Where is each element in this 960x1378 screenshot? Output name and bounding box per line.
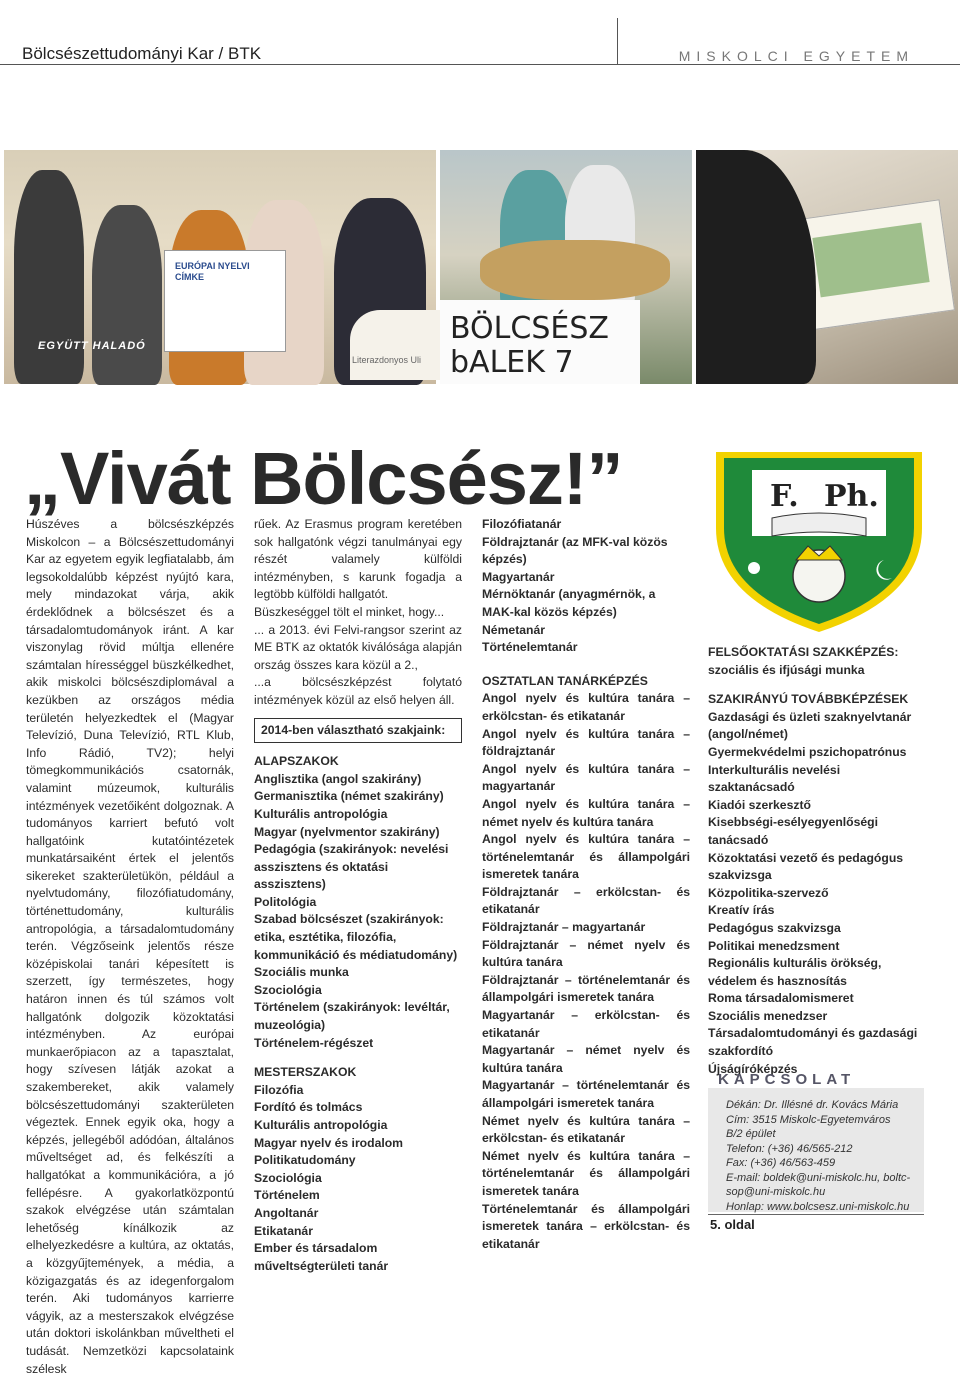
undivided-item: Földrajztanár – erkölcstan- és etikatanár xyxy=(482,884,690,917)
bachelor-item: Szociális munka xyxy=(254,965,349,980)
teacher-item: Filozófiatanár xyxy=(482,517,562,531)
bachelor-item: Szociológia xyxy=(254,982,322,997)
bachelor-item: Szabad bölcsészet (szakirányok: etika, esztétika, filozófia, kommunikáció és médiatudomány) xyxy=(254,912,458,962)
training-item: Szociális menedzser xyxy=(708,1008,828,1023)
header-divider xyxy=(617,18,618,64)
balek-sign: BÖLCSÉSZ bALEK 7 xyxy=(440,300,640,384)
teacher-item: Németanár xyxy=(482,622,545,637)
training-item: Közoktatási vezető és pedagógus szakvizsga xyxy=(708,850,904,883)
training-item: Társadalomtudományi és gazdasági szakfordító xyxy=(708,1026,918,1059)
undivided-item: Angol nyelv és kultúra tanára – erkölcstan- és etikatanár xyxy=(482,691,690,723)
master-item: Etikatanár xyxy=(254,1223,313,1238)
undivided-item: Történelemtanár és állampolgári ismeretek tanára – erkölcstan- és etikatanár xyxy=(482,1201,690,1251)
photo-map-study xyxy=(696,150,958,384)
contact-web[interactable]: Honlap: www.bolcsesz.uni-miskolc.hu xyxy=(726,1200,910,1213)
logo-letter-right: Ph. xyxy=(824,479,879,514)
undivided-item: Német nyelv és kultúra tanára – történelemtanár és állampolgári ismeretek tanára xyxy=(482,1148,690,1198)
master-item: Történelem xyxy=(254,1188,320,1203)
higher-ed-vocational: FELSŐOKTATÁSI SZAKKÉPZÉS: szociális és ifjúsági munka xyxy=(708,645,899,677)
photo-caption: Literazdonyos Uli xyxy=(352,355,422,365)
teacher-item: Mérnöktanár (anyagmérnök, a MAK-kal közös képzés) xyxy=(482,587,656,619)
training-item: Politikai menedzsment xyxy=(708,938,840,953)
undivided-item: Földrajztanár – német nyelv és kultúra tanára xyxy=(482,937,690,970)
training-item: Pedagógus szakvizsga xyxy=(708,920,841,935)
photo-students xyxy=(352,150,692,384)
contact-box xyxy=(708,1088,924,1212)
training-item: Kreatív írás xyxy=(708,903,775,918)
bachelor-item: Történelem (szakirányok: levéltár, muzeológia) xyxy=(254,1000,450,1033)
page-number: 5. oldal xyxy=(710,1217,755,1232)
rank-paragraph-2: ...a bölcsészképzést folytató intézmények közül az első helyen áll. xyxy=(254,675,462,707)
further-training-column xyxy=(708,644,922,1078)
rank-paragraph: ... a 2013. évi Felvi-rangsor szerint az ME BTK az oktatók kiválósága alapján ország összes kara közül a 2., xyxy=(254,622,462,672)
award-certificate: EURÓPAI NYELVI CÍMKE xyxy=(164,250,286,352)
footer-rule xyxy=(708,1214,924,1215)
program-column-2 xyxy=(482,516,690,1253)
erasmus-paragraph: rűek. Az Erasmus program keretében sok hallgatónk végzi tanulmányai egy részét valamely külföldi intézményben, s karunk fogadja a legtöbb külföldi hallgatót. xyxy=(254,517,462,602)
undivided-item: Magyartanár – erkölcstan- és etikatanár xyxy=(482,1008,690,1040)
bachelor-item: Pedagógia (szakirányok: nevelési asszisztens és oktatási asszisztens) xyxy=(254,842,449,892)
teacher-item: Magyartanár xyxy=(482,569,555,584)
undivided-item: Német nyelv és kultúra tanára – erkölcstan- és etikatanár xyxy=(482,1113,690,1146)
undivided-heading: OSZTATLAN TANÁRKÉPZÉS xyxy=(482,673,648,688)
master-item: Fordító és tolmács xyxy=(254,1100,363,1115)
master-item: Politikatudomány xyxy=(254,1153,356,1168)
programs-heading: 2014-ben választható szakjaink: xyxy=(254,718,462,744)
bachelor-heading: ALAPSZAKOK xyxy=(254,754,339,769)
program-column-1 xyxy=(254,516,462,1275)
master-item: Ember és társadalom műveltségterületi tanár xyxy=(254,1241,389,1273)
article-title: „Vivát Bölcsész!” xyxy=(24,437,623,520)
bachelor-item: Magyar (nyelvmentor szakirány) xyxy=(254,824,440,839)
undivided-item: Földrajztanár – magyartanár xyxy=(482,920,646,935)
header-section: Bölcsészettudományi Kar / BTK xyxy=(22,44,262,63)
header-rule xyxy=(0,64,960,65)
master-item: Angoltanár xyxy=(254,1205,319,1220)
further-training-heading: SZAKIRÁNYÚ TOVÁBBKÉPZÉSEK xyxy=(708,692,909,707)
bachelor-item: Történelem-régészet xyxy=(254,1035,374,1050)
contact-phone: Telefon: (+36) 46/565-212 xyxy=(726,1142,853,1155)
contact-fax: Fax: (+36) 46/563-459 xyxy=(726,1157,836,1169)
training-item: Újságíróképzés xyxy=(708,1061,798,1076)
contact-building: B/2 épület xyxy=(726,1128,776,1140)
training-item: Kiadói szerkesztő xyxy=(708,797,811,812)
intro-paragraph: Húszéves a bölcsészképzés Miskolcon – a Bölcsészettudományi Kar az egyetem egyik legfiatalabb, ám legsokoldalúbb képzést nyújtó kara, mely mindazokat várja, akik érdeklődnek a bölcsészet és a társadalomtudományok iránt. A kar viszonylag rövid múltja ellenére számtalan hírességgel büszkélkedhet, akik miskolci bölcsészdiplomával a kezükben az országos média területén helyezkedtek el (Magyar Televízió, Duna Televízió, RTL Klub, Info Rádió, TV2); helyi tömegkommunikációs csatornák, valamint múzeumok, kulturális intézmények vezetőiként dolgoznak. A tudományos karriert befutó volt hallgatóink kutatóintézetek munkatársaiként értek el jelentős sikereket szakterületükön, például a nyelvtudomány, filozófiatudomány, történettudomány, kulturális antropológia, a társadalomtudomány terén. Végzőseink jelentős része középiskolai tanári képesített is szerzett, így természetes, hogy határon innen és túl számos volt hallgatónk dolgozik közoktatási intézményben. Az európai munkaerőpiacon az a tapasztalat, hogy szívesen látják azokat a szakembereket, akik valamely bölcsészettudományi szakterületen végeztek. Ennek egyik oka, hogy a képzés, jellegéből adódóan, általános műveltséget ad, és felkészíti a hallgatókat a kommunikációra, a jó fellépésre. A gyakorlatközpontú szakok elvégzése után számtalan lehetőség kínálkozik az elhelyezkedésre a kultúra, az oktatás, a közgyűjtemények, a média, a közigazgatás és az idegenforgalom terén. Aki tudományos karrierre vágyik, az a mesterszakok elvégzése után doktori iskolánkban műveltheti el tudását. Nemzetközi kapcsolataink szélesk xyxy=(26,517,234,1376)
training-item: Regionális kulturális örökség, védelem és hasznosítás xyxy=(708,956,882,988)
training-item: Gazdasági és üzleti szaknyelvtanár (angol/német) xyxy=(708,709,912,742)
master-heading: MESTERSZAKOK xyxy=(254,1065,357,1080)
master-item: Magyar nyelv és irodalom xyxy=(254,1135,404,1150)
training-item: Interkulturális nevelési szaktanácsadó xyxy=(708,762,841,795)
bachelor-item: Kulturális antropológia xyxy=(254,806,388,821)
contact-email[interactable]: E-mail: boldek@uni-miskolc.hu, boltc- xyxy=(726,1171,911,1184)
logo-letter-left: F. xyxy=(770,479,799,514)
master-item: Szociológia xyxy=(254,1170,322,1185)
photo-logo-text: EGYÜTT HALADÓ xyxy=(38,340,146,352)
training-item: Kisebbségi-esélyegyenlőségi tanácsadó xyxy=(708,815,879,847)
training-item: Gyermekvédelmi pszichopatrónus xyxy=(708,744,907,759)
teacher-item: Történelemtanár xyxy=(482,640,578,655)
undivided-item: Angol nyelv és kultúra tanára – történelemtanár és állampolgári ismeretek tanára xyxy=(482,832,690,882)
intro-column xyxy=(26,516,234,1378)
training-item: Roma társadalomismeret xyxy=(708,991,854,1006)
faculty-shield-icon xyxy=(712,448,926,634)
undivided-item: Magyartanár – történelemtanár és állampolgári ismeretek tanára xyxy=(482,1078,690,1110)
undivided-item: Angol nyelv és kultúra tanára – magyartanár xyxy=(482,761,690,794)
contact-heading: KAPCSOLAT xyxy=(718,1071,856,1088)
pride-paragraph: Büszkeséggel tölt el minket, hogy... xyxy=(254,604,445,619)
contact-dean: Dékán: Dr. Illésné dr. Kovács Mária xyxy=(726,1099,899,1111)
master-item: Kulturális antropológia xyxy=(254,1118,388,1132)
contact-email-cont[interactable]: sop@uni-miskolc.hu xyxy=(726,1186,826,1198)
bachelor-item: Politológia xyxy=(254,894,317,909)
undivided-item: Magyartanár – német nyelv és kultúra tanára xyxy=(482,1043,690,1075)
undivided-item: Földrajztanár – történelemtanár és állampolgári ismeretek tanára xyxy=(482,972,690,1005)
undivided-item: Angol nyelv és kultúra tanára – német nyelv és kultúra tanára xyxy=(482,796,690,829)
training-item: Közpolitika-szervező xyxy=(708,885,829,900)
contact-address: Cím: 3515 Miskolc-Egyetemváros xyxy=(726,1113,891,1126)
teacher-item: Földrajztanár (az MFK-val közös képzés) xyxy=(482,534,668,567)
master-item: Filozófia xyxy=(254,1082,304,1097)
bachelor-item: Germanisztika (német szakirány) xyxy=(254,789,444,804)
header-university: MISKOLCI EGYETEM xyxy=(678,48,914,64)
bachelor-item: Anglisztika (angol szakirány) xyxy=(254,771,422,786)
undivided-item: Angol nyelv és kultúra tanára – földrajztanár xyxy=(482,726,690,759)
